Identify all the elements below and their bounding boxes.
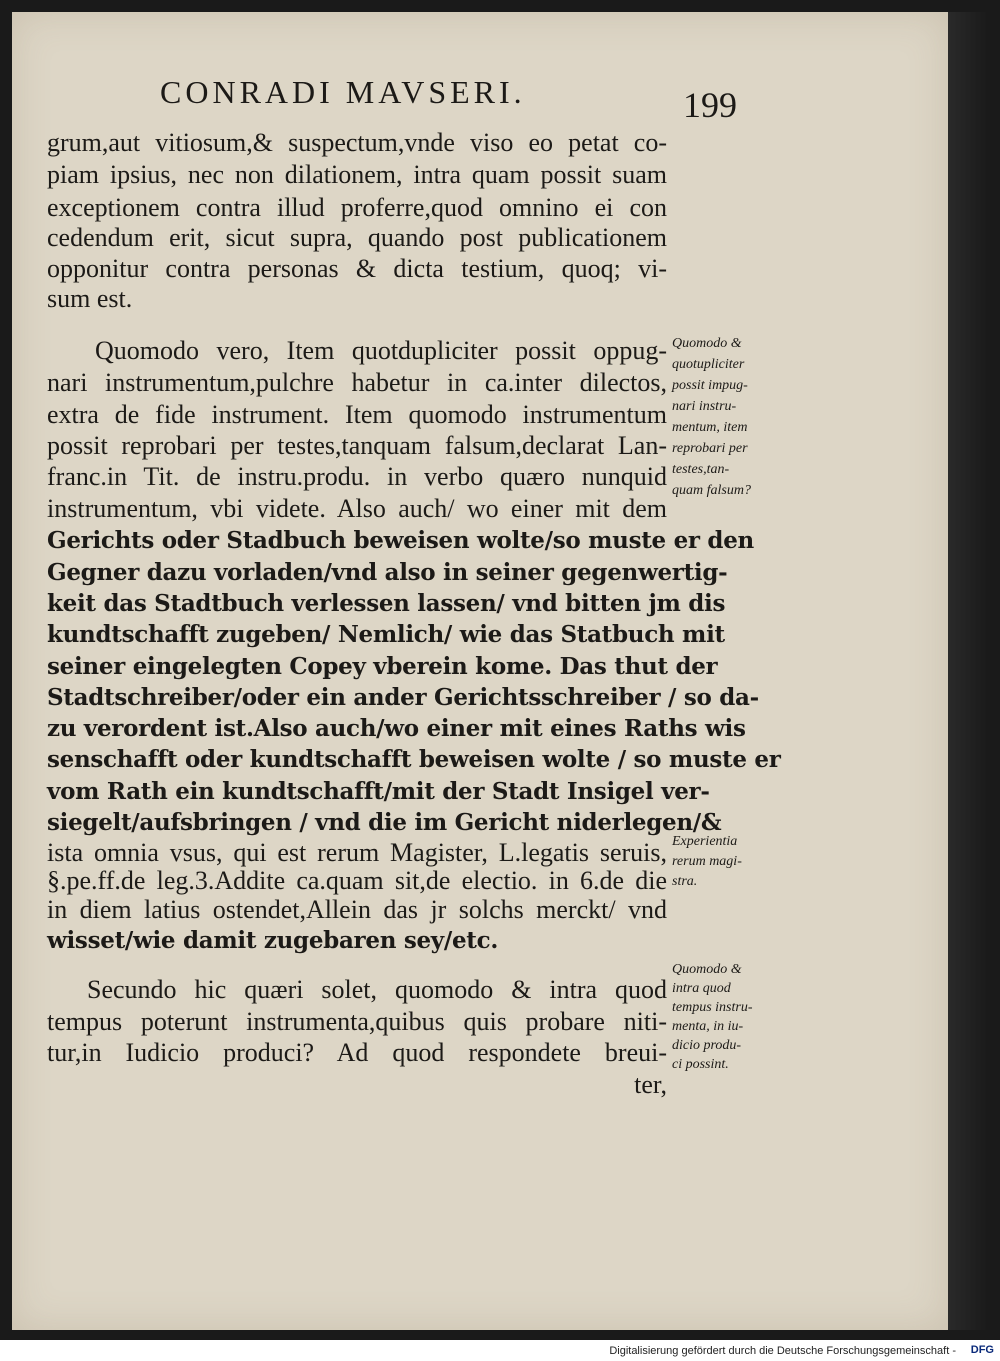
text-line: §.pe.ff.de leg.3.Addite ca.quam sit,de electio. in 6.de die	[47, 866, 667, 895]
text-line: sum est.	[47, 284, 133, 313]
margin-note-line: tempus instru-	[672, 1000, 753, 1015]
margin-note-line: stra.	[672, 874, 698, 889]
margin-note-line: reprobari per	[672, 441, 748, 456]
text-line: Gerichts oder Stadbuch beweisen wolte/so muste er den	[47, 527, 754, 554]
running-header: CONRADI MAVSERI.	[160, 74, 526, 110]
text-line: possit reprobari per testes,tanquam falsum,declarat Lan-	[47, 431, 667, 460]
text-line: instrumentum, vbi videte. Also auch/ wo einer mit dem	[47, 494, 667, 523]
margin-note-line: Quomodo &	[672, 336, 742, 351]
text-line: ter,	[634, 1070, 667, 1099]
text-line: opponitur contra personas & dicta testium, quoq; vi-	[47, 254, 667, 283]
margin-note-line: quam falsum?	[672, 483, 751, 498]
margin-note-line: intra quod	[672, 981, 731, 996]
margin-note-line: menta, in iu-	[672, 1019, 744, 1034]
margin-note-line: ci possint.	[672, 1057, 729, 1072]
margin-note-line: possit impug-	[672, 378, 748, 393]
text-line: kundtschafft zugeben/ Nemlich/ wie das Statbuch mit	[47, 621, 725, 648]
text-line: senschafft oder kundtschafft beweisen wolte / so muste er	[47, 746, 781, 773]
margin-note-line: dicio produ-	[672, 1038, 742, 1053]
margin-note-line: Quomodo &	[672, 962, 742, 977]
text-line: exceptionem contra illud proferre,quod omnino ei con	[47, 193, 667, 222]
text-line: tur,in Iudicio produci? Ad quod respondete breui-	[47, 1038, 667, 1067]
text-line: keit das Stadtbuch verlessen lassen/ vnd bitten jm dis	[47, 590, 726, 617]
text-line: franc.in Tit. de instru.produ. in verbo quæro nunquid	[47, 462, 667, 491]
text-line: siegelt/aufsbringen / vnd die im Gericht niderlegen/&	[47, 809, 722, 836]
text-line: wisset/wie damit zugebaren sey/etc.	[47, 927, 499, 954]
margin-note-line: Experientia	[672, 834, 738, 849]
text-line: grum,aut vitiosum,& suspectum,vnde viso eo petat co-	[47, 128, 667, 157]
text-line: seiner eingelegten Copey vberein kome. Das thut der	[47, 653, 718, 680]
margin-note-line: nari instru-	[672, 399, 737, 414]
margin-note-line: quotupliciter	[672, 357, 745, 372]
text-line: Secundo hic quæri solet, quomodo & intra quod	[87, 975, 667, 1004]
margin-note-line: mentum, item	[672, 420, 748, 435]
page-edge	[948, 12, 988, 1330]
text-line: piam ipsius, nec non dilationem, intra quam possit suam	[47, 160, 667, 189]
text-line: in diem latius ostendet,Allein das jr solchs merckt/ vnd	[47, 895, 667, 924]
text-line: Quomodo vero, Item quotdupliciter possit oppug-	[95, 336, 667, 365]
text-line: vom Rath ein kundtschafft/mit der Stadt Insigel ver-	[47, 778, 710, 805]
text-line: extra de fide instrument. Item quomodo instrumentum	[47, 400, 667, 429]
margin-note-line: rerum magi-	[672, 854, 742, 869]
text-line: ista omnia vsus, qui est rerum Magister, L.legatis seruis,	[47, 838, 667, 867]
text-line: cedendum erit, sicut supra, quando post publicationem	[47, 223, 667, 252]
dfg-logo-icon: DFG	[970, 1344, 994, 1356]
page-number: 199	[683, 85, 737, 125]
text-line: Stadtschreiber/oder ein ander Gerichtsschreiber / so da-	[47, 684, 759, 711]
text-line: nari instrumentum,pulchre habetur in ca.inter dilectos,	[47, 368, 667, 397]
text-line: tempus poterunt instrumenta,quibus quis probare niti-	[47, 1007, 667, 1036]
text-line: Gegner dazu vorladen/vnd also in seiner gegenwertig-	[47, 559, 728, 586]
margin-note-line: testes,tan-	[672, 462, 730, 477]
text-line: zu verordent ist.Also auch/wo einer mit eines Raths wis	[47, 715, 746, 742]
footer-credit: Digitalisierung gefördert durch die Deutsche Forschungsgemeinschaft -	[609, 1345, 956, 1357]
